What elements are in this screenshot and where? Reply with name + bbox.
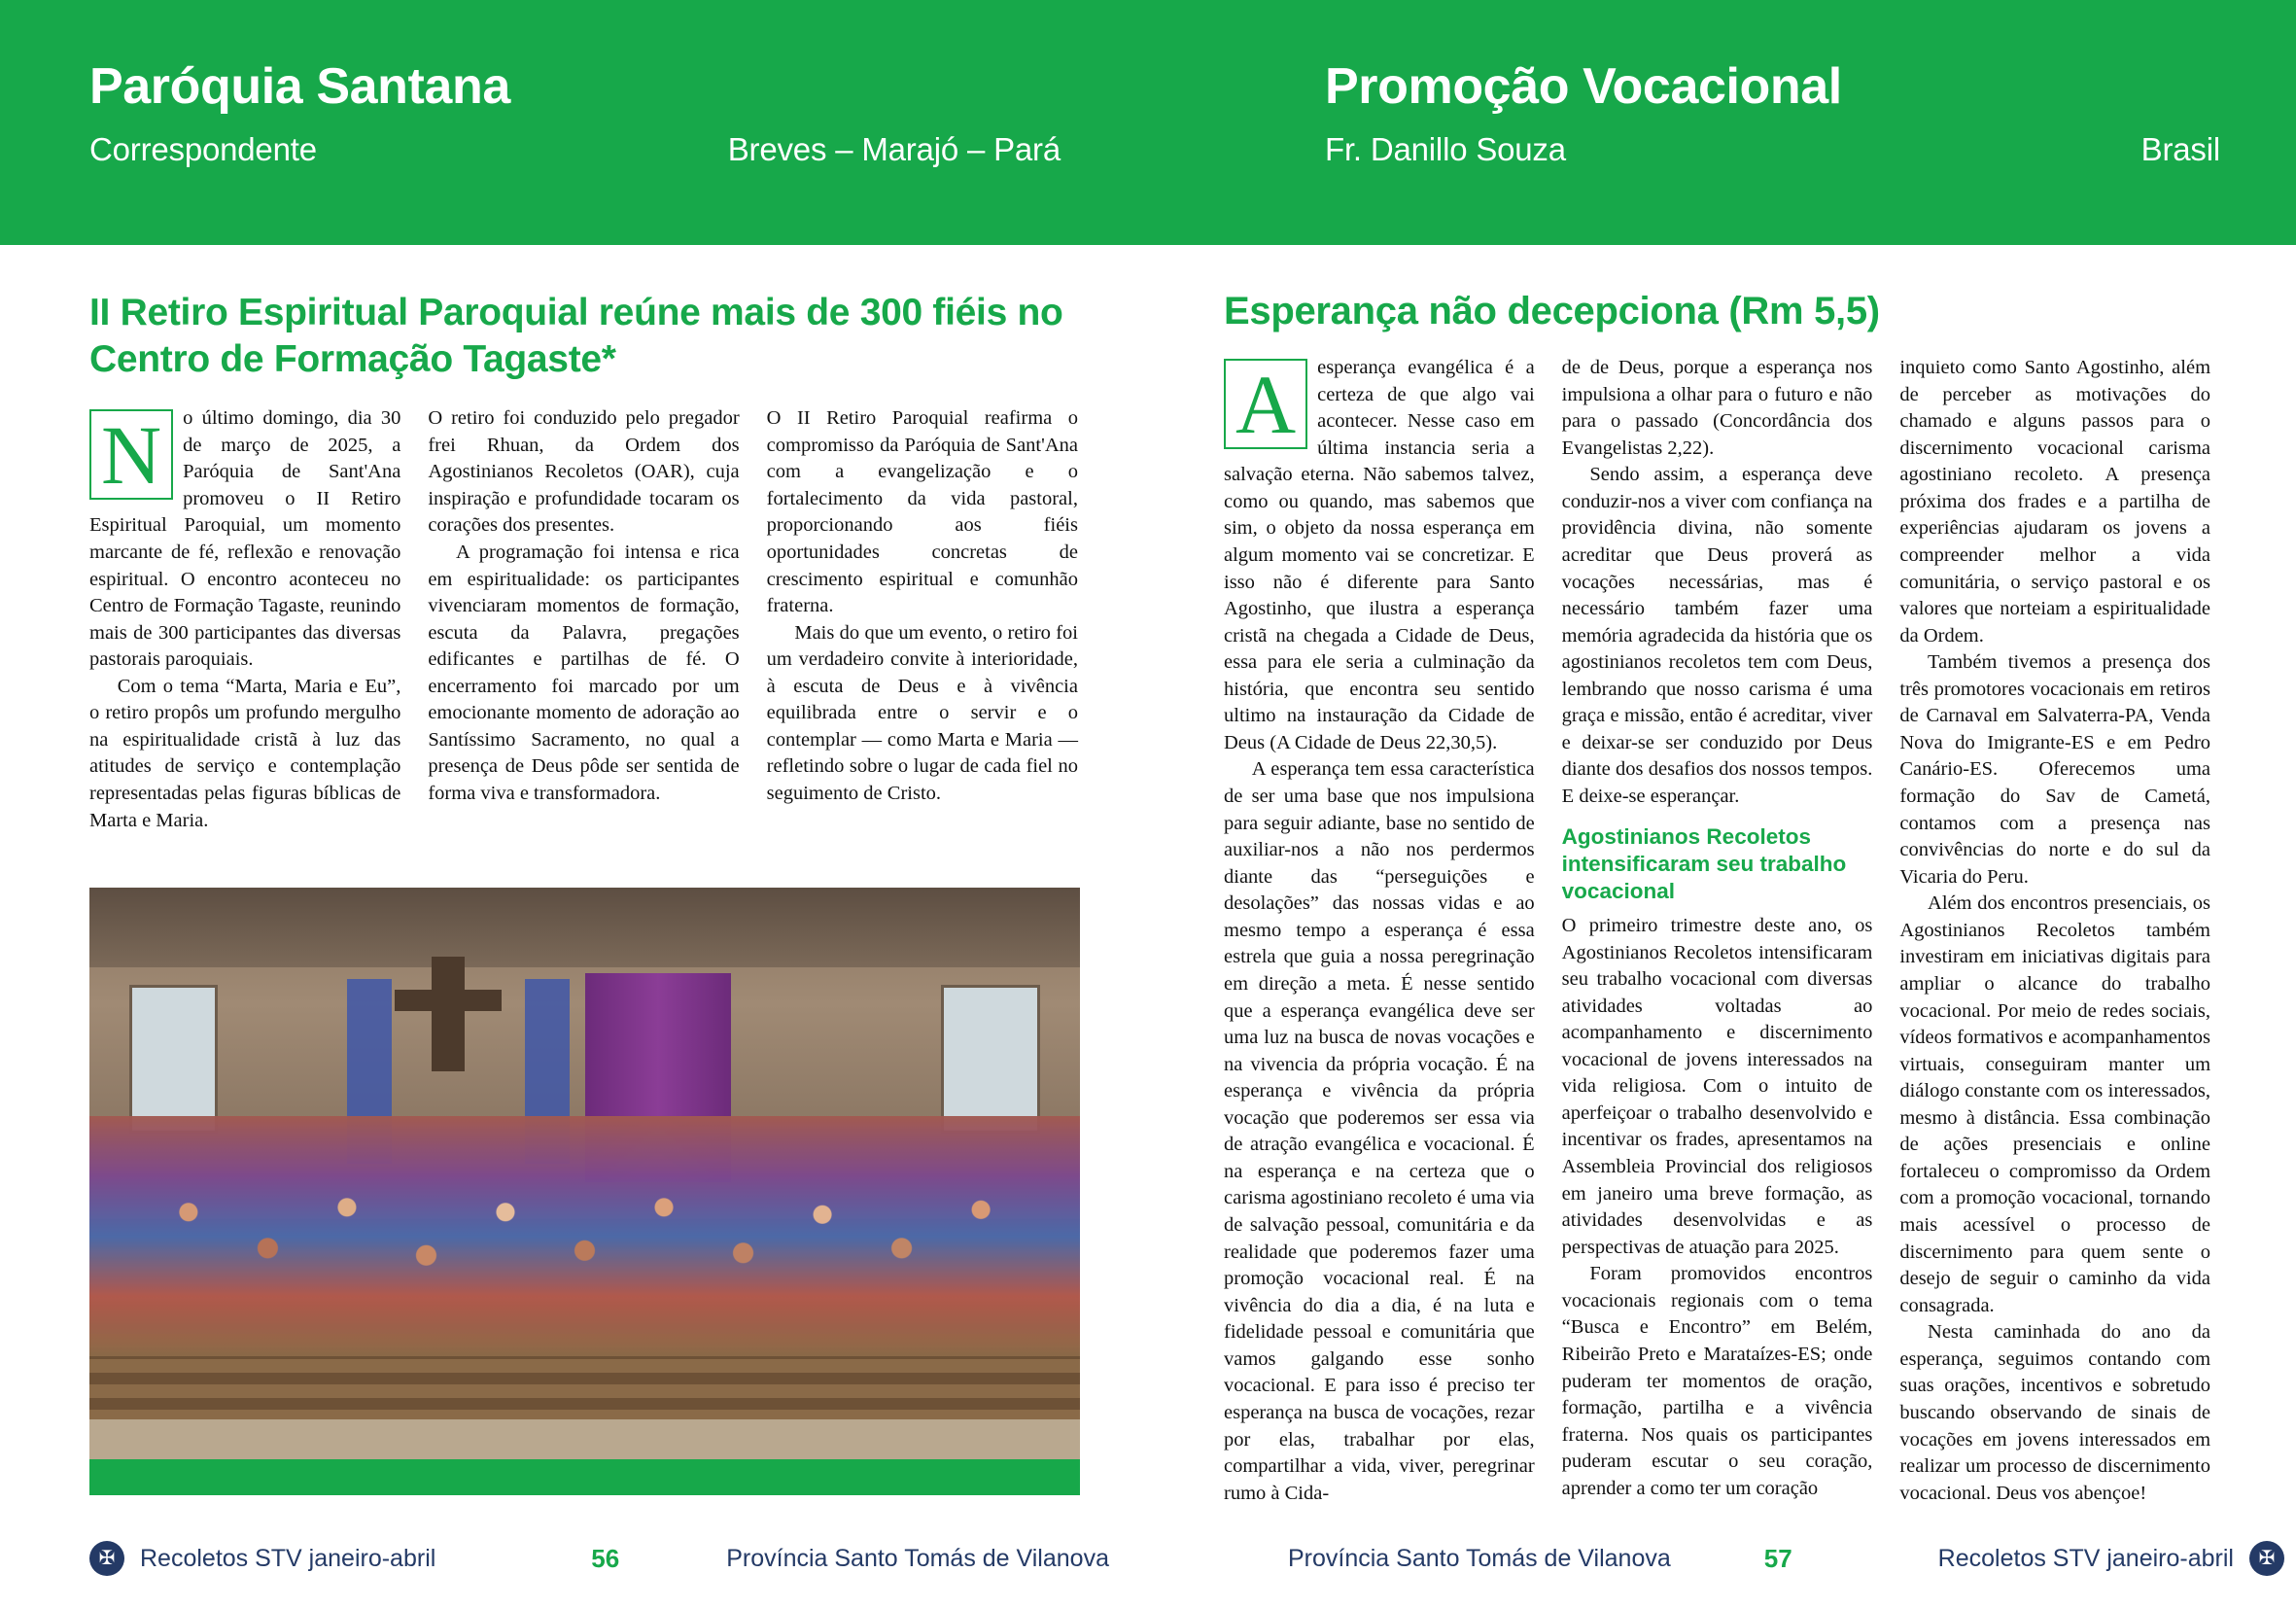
paragraph: A esperança tem essa característica de ser uma base que nos impulsiona para seguir adiante, base no sentido de auxiliar-nos a não nos perdermos diante das “perseguições e desolações” das nossas vidas e ao mesmo tempo a esperança é essa estrela que guia a nossa peregrinação em direção a meta. É nesse sentido que a esperança evangélica deve ser uma luz na busca de novas vocações e na vivencia da própria vocação. É na esperança e vivência da própria vocação que poderemos ser essa via de atração evangélica e vocacional. É na esperança e na certeza que o carisma agostiniano recoleto é uma via de salvação pessoal, comunitária e da realidade que poderemos fazer uma promoção vocacional real. É na vivência do dia a dia, é na luta e fidelidade pessoal e comunitária que vamos galgando esse sonho vocacional. E para isso é preciso ter esperança na busca de vocações, rezar por elas, trabalhar por elas, compartilhar a vida, viver, peregrinar rumo à Cida- xyxy=(1224,758,1535,1504)
header-left-role: Correspondente xyxy=(89,130,317,167)
paragraph: Nesta caminhada do ano da esperança, seguimos contando com suas orações, incentivos e sobretudo buscando observando de sinais de vocações em jovens interessados em realizar um processo de discernimento vocacional. Deus vos abençoe! xyxy=(1899,1321,2211,1504)
photo-image xyxy=(89,888,1080,1459)
header-right-subline xyxy=(1325,131,2220,168)
right-article-title xyxy=(1224,290,2210,333)
left-article-title: II Retiro Espiritual Paroquial reúne mais de 300 fiéis no Centro de Formação Tagaste* xyxy=(89,292,1063,380)
footer-left xyxy=(0,1509,1199,1608)
header-right-role: Fr. Danillo Souza xyxy=(1325,130,1566,167)
footer-right xyxy=(1199,1509,2296,1608)
left-columns xyxy=(89,405,1078,834)
crucifix-icon xyxy=(432,957,465,1071)
photo-floor xyxy=(89,1419,1080,1459)
photo-ceiling xyxy=(89,888,1080,967)
left-column-3 xyxy=(767,405,1078,834)
footer-left-province: Província Santo Tomás de Vilanova xyxy=(726,1544,1109,1572)
photo-window xyxy=(941,985,1040,1134)
footer-left-brand: Recoletos STV janeiro-abril xyxy=(140,1544,436,1572)
paragraph: O retiro foi conduzido pelo pregador frei Rhuan, da Ordem dos Agostinianos Recoletos (OAR), cuja inspiração e profundidade tocaram os corações dos presentes. xyxy=(428,407,740,537)
header-left-subline xyxy=(89,131,1061,168)
paragraph: Foram promovidos encontros vocacionais regionais com o tema “Busca e Encontro” em Belém, Ribeirão Preto e Marataízes-ES; onde puderam ter momentos de oração, formação, partilha e a vivência fraterna. Nos quais os participantes puderam escutar o seu coração, aprender a como ter um coração xyxy=(1561,1263,1873,1499)
header-right-title: Promoção Vocacional xyxy=(1325,58,1842,115)
paragraph: Mais do que um evento, o retiro foi um verdadeiro convite à interioridade, à escuta de Deus e à vivência equilibrada entre o servir e o contemplar — como Marta e Maria — refletindo sobre o lugar de cada fiel no seguimento de Cristo. xyxy=(766,621,1078,805)
header-right-location: Brasil xyxy=(2140,130,2220,167)
header-right xyxy=(1148,0,2296,245)
header xyxy=(0,0,2296,245)
right-column-3 xyxy=(1899,355,2210,1507)
right-columns xyxy=(1224,355,2210,1507)
photo-crowd xyxy=(89,1116,1080,1356)
photo-green-bar xyxy=(89,1459,1080,1495)
right-article-title-text: Esperança não decepciona xyxy=(1224,290,1719,332)
header-left-location: Breves – Marajó – Pará xyxy=(727,130,1061,167)
right-column-1 xyxy=(1224,355,1535,1507)
paragraph: de de Deus, porque a esperança nos impulsiona a olhar para o futuro e não para o passado (Concordância dos Evangelistas 2,22). xyxy=(1561,357,1873,459)
footer-right-brand: Recoletos STV janeiro-abril xyxy=(1937,1544,2234,1572)
left-column-2 xyxy=(428,405,739,834)
paragraph: esperança evangélica é a certeza de que algo vai acontecer. Nesse caso em última instancia seria a salvação eterna. Não sabemos talvez, como ou quando, mas sabemos que sim, o objeto da nossa esperança em algum momento vai se concretizar. E isso não é diferente para Santo Agostinho, que ilustra a esperança cristã na chegada a Cidade de Deus, essa para ele seria a culminação da história, que encontra seu sentido ultimo na instauração da Cidade de Deus (A Cidade de Deus 22,30,5). xyxy=(1224,357,1535,753)
drop-cap-right: A xyxy=(1224,359,1307,449)
right-column-2 xyxy=(1562,355,1873,1507)
order-seal-icon: ✠ xyxy=(2249,1541,2284,1576)
paragraph: O primeiro trimestre deste ano, os Agostinianos Recoletos intensificaram seu trabalho vocacional com diversas atividades voltadas ao acompanhamento e discernimento vocacional de jovens interessados na vida religiosa. Com o intuito de aperfeiçoar o trabalho desenvolvido e incentivar os frades, apresentamos na Assembleia Provincial dos religiosos em janeiro uma breve formação, as atividades desenvolvidas e as perspectivas de atuação para 2025. xyxy=(1561,914,1873,1258)
drop-cap-left: N xyxy=(89,409,173,500)
body-area xyxy=(0,245,2296,1509)
page-left xyxy=(0,245,1148,1509)
paragraph: Com o tema “Marta, Maria e Eu”, o retiro propôs um profundo mergulho na espiritualidade cristã à luz das atitudes de serviço e contemplação representadas pelas figuras bíblicas de Marta e Maria. xyxy=(89,675,401,831)
page-right xyxy=(1148,245,2296,1509)
paragraph: O II Retiro Paroquial reafirma o compromisso da Paróquia de Sant'Ana com a evangelização e o fortalecimento da vida pastoral, proporcionando aos fiéis oportunidades concretas de crescimento espiritual e comunhão fraterna. xyxy=(766,407,1078,617)
photo-window xyxy=(129,985,219,1134)
header-left xyxy=(0,0,1148,245)
footer-right-page-number: 57 xyxy=(1763,1543,1792,1573)
footer-right-province: Província Santo Tomás de Vilanova xyxy=(1287,1544,1671,1572)
left-column-1 xyxy=(89,405,400,834)
retreat-group-photo xyxy=(89,888,1080,1495)
paragraph: inquieto como Santo Agostinho, além de perceber as motivações do chamado e alguns passos para o discernimento vocacional carisma agostiniano recoleto. A presença próxima dos frades e a partilha de experiências ajudaram os jovens a compreender melhor a vida comunitária, o serviço pastoral e os valores que norteiam a espiritualidade da Ordem. xyxy=(1899,357,2211,647)
paragraph: A programação foi intensa e rica em espiritualidade: os participantes vivenciaram momentos de formação, escuta da Palavra, pregações edificantes e partilhas de fé. O encerramento foi marcado por um emocionante momento de adoração ao Santíssimo Sacramento, no qual a presença de Deus pôde ser sentida de forma viva e transformadora. xyxy=(428,541,740,805)
footer-left-page-number: 56 xyxy=(591,1543,620,1573)
right-subheading: Agostinianos Recoletos intensificaram seu trabalho vocacional xyxy=(1561,823,1847,903)
paragraph: Sendo assim, a esperança deve conduzir-nos a viver com confiança na providência divina, não somente acreditar que Deus proverá as vocações necessárias, mas é necessário também fazer uma memória agradecida da história que os agostinianos recoletos tem com Deus, lembrando que nosso carisma é uma graça e missão, então é acreditar, viver e deixar-se ser conduzido por Deus diante dos desafios dos nossos tempos. E deixe-se esperançar. xyxy=(1561,464,1873,807)
order-seal-icon: ✠ xyxy=(89,1541,124,1576)
header-left-title: Paróquia Santana xyxy=(89,58,510,115)
paragraph: Além dos encontros presenciais, os Agostinianos Recoletos também investiram em iniciativas digitais para ampliar o alcance do trabalho vocacional. Por meio de redes sociais, vídeos formativos e acompanhamentos virtuais, conseguiram manter um diálogo constante com os interessados, mesmo à distância. Essa combinação de ações presenciais e online fortaleceu o compromisso da Ordem com a promoção vocacional, tornando mais acessível o processo de discernimento para quem sente o desejo de seguir o caminho da vida consagrada. xyxy=(1899,892,2211,1316)
footer xyxy=(0,1509,2296,1608)
paragraph: o último domingo, dia 30 de março de 2025, a Paróquia de Sant'Ana promoveu o II Retiro Espiritual Paroquial, um momento marcante de fé, reflexão e renovação espiritual. O encontro aconteceu no Centro de Formação Tagaste, reunindo mais de 300 participantes das diversas pastorais paroquiais. xyxy=(89,407,401,671)
paragraph: Também tivemos a presença dos três promotores vocacionais em retiros de Carnaval em Salvaterra-PA, Venda Nova do Imigrante-ES e em Pedro Canário-ES. Oferecemos uma formação do Sav de Cametá, contamos com a presença nas convivências do norte e do sul da Vicaria do Peru. xyxy=(1899,651,2211,888)
right-article-title-reference: (Rm 5,5) xyxy=(1728,290,1880,332)
